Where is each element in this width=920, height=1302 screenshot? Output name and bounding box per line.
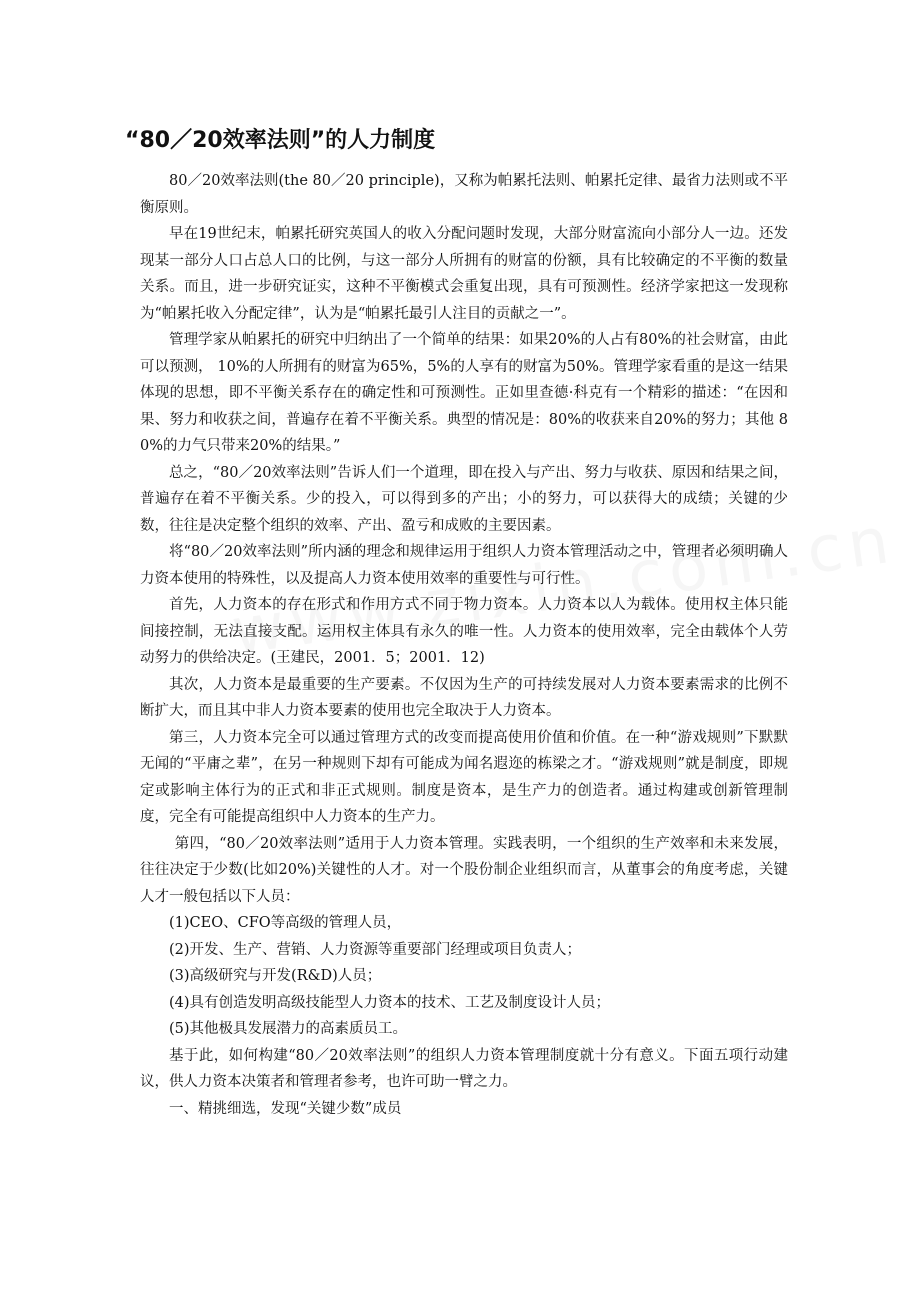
paragraph-management-view: 管理学家从帕累托的研究中归纳出了一个简单的结果：如果20%的人占有80%的社会财富，由此可以预测， 10%的人所拥有的财富为65%，5%的人享有的财富为50%。管理学家看重的是这一结果体现的思想，即不平衡关系存在的确定性和可预测性。正如里查德·科克有一个精彩的描述：“在因和果、努力和收获之间，普遍存在着不平衡关系。典型的情况是：80%的收获来自20%的努力；其他 80%的力气只带来20%的结果。” [140,332,788,454]
paragraph-fourth-point: 第四，“80／20效率法则”适用于人力资本管理。实践表明，一个组织的生产效率和未来发展，往往决定于少数(比如20%)关键性的人才。对一个股份制企业组织而言，从董事会的角度考虑，关键人才一般包括以下人员： [140,835,788,905]
paragraph-definition: 80／20效率法则(the 80／20 principle)，又称为帕累托法则、帕累托定律、最省力法则或不平衡原则。 [140,173,788,216]
document-body [140,168,788,1122]
paragraph-second-point: 其次，人力资本是最重要的生产要素。不仅因为生产的可持续发展对人力资本要素需求的比例不断扩大，而且其中非人力资本要素的使用也完全取决于人力资本。 [140,676,788,719]
list-item-1: (1)CEO、CFO等高级的管理人员， [169,915,402,931]
list-item-2: (2)开发、生产、营销、人力资源等重要部门经理或项目负责人； [169,941,582,958]
list-item-4: (4)具有创造发明高级技能型人力资本的技术、工艺及制度设计人员； [169,994,611,1011]
list-item-5: (5)其他极具发展潜力的高素质员工。 [169,1021,408,1037]
section-heading-1: 一、精挑细选，发现“关键少数”成员 [169,1100,402,1117]
paragraph-third-point: 第三，人力资本完全可以通过管理方式的改变而提高使用价值和价值。在一种“游戏规则”下默默无闻的“平庸之辈”，在另一种规则下却有可能成为闻名遐迩的栋梁之才。“游戏规则”就是制度，即规定或影响主体行为的正式和非正式规则。制度是资本，是生产力的创造者。通过构建或创新管理制度，完全有可能提高组织中人力资本的生产力。 [140,729,788,825]
paragraph-history: 早在19世纪末，帕累托研究英国人的收入分配问题时发现，大部分财富流向小部分人一边。还发现某一部分人口占总人口的比例，与这一部分人所拥有的财富的份额，具有比较确定的不平衡的数量关系。而且，进一步研究证实，这种不平衡模式会重复出现，具有可预测性。经济学家把这一发现称为“帕累托收入分配定律”，认为是“帕累托最引人注目的贡献之一”。 [140,226,788,322]
list-item-3: (3)高级研究与开发(R&D)人员； [169,968,382,984]
paragraph-summary: 总之，“80／20效率法则”告诉人们一个道理，即在投入与产出、努力与收获、原因和结果之间，普遍存在着不平衡关系。少的投入，可以得到多的产出；小的努力，可以获得大的成绩；关键的少数，往往是决定整个组织的效率、产出、盈亏和成败的主要因素。 [140,464,788,534]
paragraph-application: 将“80／20效率法则”所内涵的理念和规律运用于组织人力资本管理活动之中，管理者必须明确人力资本使用的特殊性，以及提高人力资本使用效率的重要性与可行性。 [140,544,788,587]
paragraph-first-point: 首先，人力资本的存在形式和作用方式不同于物力资本。人力资本以人为载体。使用权主体只能间接控制，无法直接支配。运用权主体具有永久的唯一性。人力资本的使用效率，完全由载体个人劳动努力的供给决定。(王建民，2001．5；2001．12) [140,597,788,666]
document-title: “80／20效率法则”的人力制度 [125,128,436,153]
paragraph-recommendations-intro: 基于此，如何构建“80／20效率法则”的组织人力资本管理制度就十分有意义。下面五项行动建议，供人力资本决策者和管理者参考，也许可助一臂之力。 [140,1047,788,1090]
